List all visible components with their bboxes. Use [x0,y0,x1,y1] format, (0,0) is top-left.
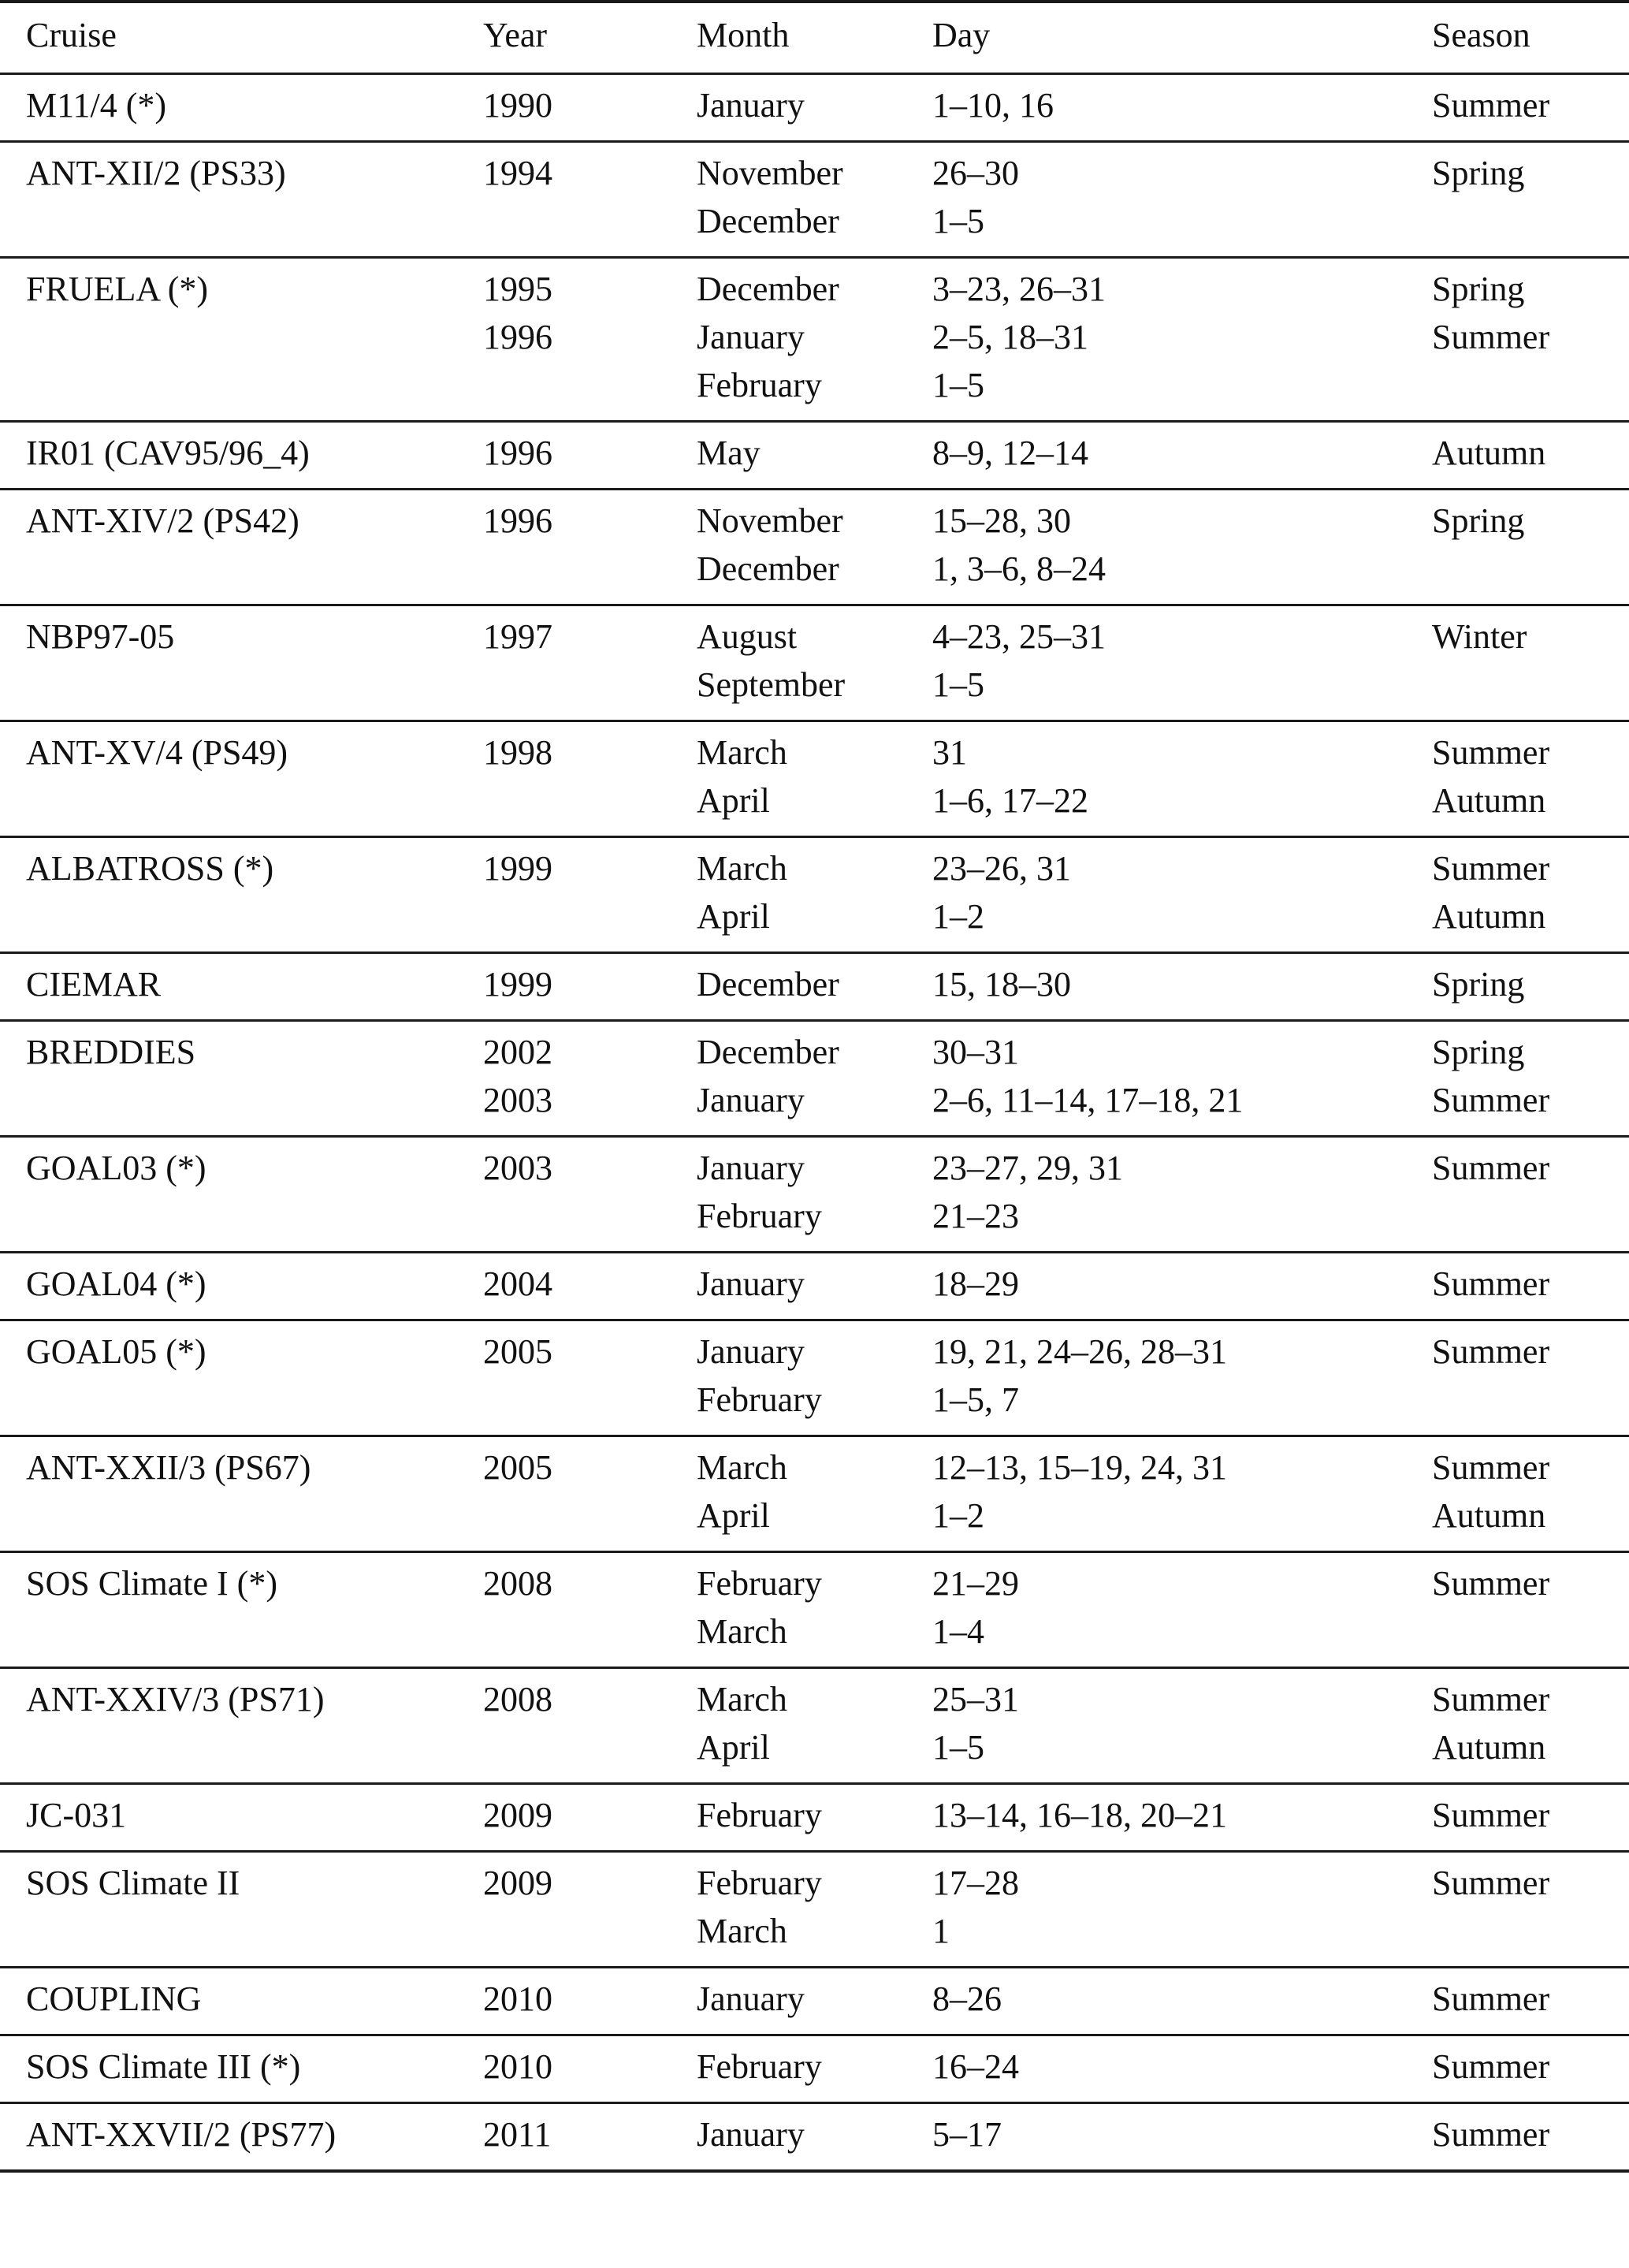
row-separator [0,2034,1629,2036]
month-line: September [697,665,846,704]
header-rule [0,73,1629,75]
cell-day [932,1791,1227,1839]
month-line: February [697,1380,822,1419]
day-line: 1–2 [932,1496,984,1535]
cell-year [483,844,552,940]
cell-day [932,1028,1243,1124]
year-line: 2008 [483,1564,552,1603]
season-line [1432,361,1549,409]
day-line: 19, 21, 24–26, 28–31 [932,1332,1227,1371]
day-line: 23–26, 31 [932,849,1071,888]
cell-cruise: FRUELA (*) [26,270,208,308]
day-line: 12–13, 15–19, 24, 31 [932,1448,1227,1487]
header-season: Season [1432,16,1530,54]
cell-cruise: GOAL04 (*) [26,1264,206,1303]
month-line: February [697,366,822,404]
month-line: January [697,1264,805,1303]
cell-month [697,960,839,1008]
day-line: 16–24 [932,2047,1019,2086]
row-separator [0,140,1629,143]
month-line: May [697,434,761,472]
cell-cruise: ALBATROSS (*) [26,849,274,888]
cell-day [932,844,1071,940]
month-line: February [697,1864,822,1902]
cell-season [1432,2110,1549,2158]
season-line: Summer [1432,1332,1550,1371]
cell-month [697,1559,822,1655]
year-line: 2003 [483,1081,552,1119]
month-line: April [697,1496,770,1535]
season-line: Summer [1432,1149,1550,1187]
day-line: 1–2 [932,897,984,936]
cell-month [697,728,787,825]
cell-season [1432,844,1549,940]
season-line: Spring [1432,154,1525,192]
month-line: March [697,1912,787,1950]
day-line: 15–28, 30 [932,501,1071,540]
bottom-rule [0,2169,1629,2173]
season-line: Summer [1432,318,1550,356]
season-line [1432,1376,1549,1424]
day-line: 1–6, 17–22 [932,781,1088,820]
day-line: 3–23, 26–31 [932,270,1106,308]
cell-season [1432,149,1524,245]
month-line: February [697,1564,822,1603]
year-line [483,776,552,825]
cell-day [932,1859,1019,1955]
day-line: 13–14, 16–18, 20–21 [932,1796,1227,1834]
month-line: December [697,270,839,308]
row-separator [0,604,1629,606]
cell-month [697,1260,805,1308]
season-line: Summer [1432,1448,1550,1487]
cell-season [1432,429,1545,477]
day-line: 4–23, 25–31 [932,617,1106,656]
cell-year [483,2043,552,2091]
season-line: Summer [1432,1979,1550,2018]
cell-cruise: SOS Climate II [26,1864,240,1902]
cell-cruise: GOAL03 (*) [26,1149,206,1187]
cell-month [697,1144,822,1240]
year-line: 2005 [483,1448,552,1487]
year-line [483,361,552,409]
cell-season [1432,81,1549,129]
cell-cruise: BREDDIES [26,1033,196,1071]
day-line: 1 [932,1912,950,1950]
month-line: November [697,154,843,192]
day-line: 8–9, 12–14 [932,434,1088,472]
day-line: 2–5, 18–31 [932,318,1088,356]
season-line: Autumn [1432,897,1546,936]
season-line [1432,661,1527,709]
year-line: 1996 [483,434,552,472]
cell-season [1432,1675,1549,1771]
cell-cruise: NBP97-05 [26,617,175,656]
day-line: 1–5 [932,665,984,704]
cell-month [697,265,839,409]
cell-cruise: ANT-XXVII/2 (PS77) [26,2115,337,2154]
cell-season [1432,1975,1549,2023]
month-line: February [697,1796,822,1834]
year-line: 2009 [483,1796,552,1834]
cell-year [483,1144,552,1240]
cell-season [1432,1791,1549,1839]
season-line: Spring [1432,501,1525,540]
cell-month [697,613,845,709]
row-separator [0,836,1629,838]
cell-month [697,844,787,940]
cell-cruise: ANT-XV/4 (PS49) [26,733,288,772]
season-line: Autumn [1432,434,1546,472]
season-line [1432,545,1524,593]
month-line: December [697,965,839,1004]
cell-day [932,497,1106,593]
month-line: April [697,781,770,820]
day-line: 1–5 [932,1728,984,1767]
cell-month [697,149,843,245]
day-line: 1–5 [932,202,984,240]
cell-cruise: SOS Climate I (*) [26,1564,277,1603]
cell-season [1432,728,1549,825]
day-line: 15, 18–30 [932,965,1071,1004]
cell-cruise: ANT-XXIV/3 (PS71) [26,1680,325,1719]
cell-month [697,2110,805,2158]
cell-year [483,81,552,129]
cell-year [483,1859,552,1955]
cell-year [483,728,552,825]
day-line: 1–5, 7 [932,1380,1019,1419]
year-line [483,1907,552,1955]
header-month: Month [697,16,790,54]
day-line: 5–17 [932,2115,1002,2154]
row-separator [0,720,1629,722]
day-line: 21–23 [932,1197,1019,1235]
cell-cruise: JC-031 [26,1796,127,1834]
cell-day [932,1975,1002,2023]
row-separator [0,1319,1629,1321]
year-line: 2005 [483,1332,552,1371]
cell-month [697,1859,822,1955]
year-line: 1995 [483,270,552,308]
season-line: Summer [1432,733,1550,772]
cell-year [483,613,552,709]
row-separator [0,1850,1629,1853]
season-line: Summer [1432,1564,1550,1603]
month-line: December [697,1033,839,1071]
year-line: 1997 [483,617,552,656]
day-line: 1, 3–6, 8–24 [932,549,1106,588]
row-separator [0,488,1629,490]
cell-month [697,429,761,477]
year-line [483,1607,552,1655]
month-line: December [697,202,839,240]
cell-day [932,149,1019,245]
cell-season [1432,1859,1549,1955]
month-line: January [697,1081,805,1119]
header-year: Year [483,16,548,54]
cell-cruise: CIEMAR [26,965,162,1004]
cell-season [1432,960,1524,1008]
day-line: 2–6, 11–14, 17–18, 21 [932,1081,1244,1119]
cell-year [483,497,552,593]
season-line [1432,1907,1549,1955]
year-line: 2004 [483,1264,552,1303]
cell-year [483,1328,552,1424]
cell-year [483,960,552,1008]
month-line: March [697,849,787,888]
header-day: Day [932,16,991,54]
cell-day [932,728,1088,825]
month-line: January [697,1149,805,1187]
row-separator [0,1966,1629,1968]
cell-day [932,1260,1019,1308]
cell-year [483,149,552,245]
month-line: December [697,549,839,588]
season-line: Summer [1432,1796,1550,1834]
year-line: 1990 [483,86,552,125]
year-line [483,197,552,245]
cell-year [483,1260,552,1308]
season-line: Winter [1432,617,1527,656]
season-line: Autumn [1432,781,1546,820]
row-separator [0,256,1629,259]
cell-cruise: IR01 (CAV95/96_4) [26,434,310,472]
cell-year [483,1675,552,1771]
year-line: 1999 [483,965,552,1004]
year-line [483,1723,552,1771]
year-line: 2011 [483,2115,552,2154]
cell-season [1432,497,1524,593]
season-line: Summer [1432,849,1550,888]
day-line: 18–29 [932,1264,1019,1303]
row-separator [0,1435,1629,1437]
year-line: 1999 [483,849,552,888]
day-line: 8–26 [932,1979,1002,2018]
month-line: April [697,897,770,936]
season-line: Autumn [1432,1496,1546,1535]
cell-season [1432,1443,1549,1540]
cell-cruise: SOS Climate III (*) [26,2047,301,2086]
month-line: November [697,501,843,540]
season-line [1432,1607,1549,1655]
cell-year [483,1028,552,1124]
year-line: 1996 [483,318,552,356]
month-line: April [697,1728,770,1767]
row-separator [0,1135,1629,1138]
year-line: 1994 [483,154,552,192]
year-line: 1998 [483,733,552,772]
cell-year [483,429,552,477]
month-line: January [697,1979,805,2018]
season-line: Summer [1432,1864,1550,1902]
year-line: 2009 [483,1864,552,1902]
season-line [1432,1192,1549,1240]
cell-year [483,1443,552,1540]
cell-day [932,2110,1002,2158]
year-line: 1996 [483,501,552,540]
year-line: 2008 [483,1680,552,1719]
season-line: Spring [1432,965,1525,1004]
day-line: 25–31 [932,1680,1019,1719]
row-separator [0,2102,1629,2104]
row-separator [0,1782,1629,1785]
day-line: 26–30 [932,154,1019,192]
season-line: Spring [1432,270,1525,308]
cell-year [483,2110,551,2158]
cell-cruise: ANT-XIV/2 (PS42) [26,501,299,540]
cell-year [483,265,552,409]
year-line [483,892,552,940]
cell-season [1432,265,1549,409]
season-line [1432,197,1524,245]
cell-month [697,1791,822,1839]
cell-year [483,1975,552,2023]
cell-day [932,1559,1019,1655]
cell-day [932,429,1088,477]
season-line: Summer [1432,1081,1550,1119]
year-line [483,661,552,709]
cell-day [932,1144,1123,1240]
day-line: 1–10, 16 [932,86,1054,125]
month-line: March [697,1612,787,1651]
cell-season [1432,1328,1549,1424]
month-line: January [697,1332,805,1371]
cell-season [1432,1260,1549,1308]
season-line: Summer [1432,86,1550,125]
season-line: Autumn [1432,1728,1546,1767]
row-separator [0,1019,1629,1022]
month-line: January [697,86,805,125]
top-rule [0,0,1629,3]
cell-month [697,1975,805,2023]
cell-season [1432,1028,1549,1124]
month-line: February [697,1197,822,1235]
cell-year [483,1559,552,1655]
cell-season [1432,613,1527,709]
month-line: February [697,2047,822,2086]
cell-day [932,613,1106,709]
cell-cruise: M11/4 (*) [26,86,167,125]
cell-season [1432,1144,1549,1240]
cell-month [697,81,805,129]
cell-month [697,1675,787,1771]
cell-month [697,1328,822,1424]
cell-season [1432,1559,1549,1655]
month-line: January [697,318,805,356]
cell-month [697,2043,822,2091]
row-separator [0,420,1629,423]
cell-day [932,265,1106,409]
season-line: Summer [1432,1680,1550,1719]
month-line: January [697,2115,805,2154]
season-line: Spring [1432,1033,1525,1071]
month-line: August [697,617,798,656]
cell-month [697,1443,787,1540]
month-line: March [697,1448,787,1487]
cell-cruise: GOAL05 (*) [26,1332,206,1371]
row-separator [0,952,1629,954]
season-line: Summer [1432,1264,1550,1303]
month-line: March [697,733,787,772]
cell-day [932,1443,1227,1540]
cell-month [697,497,843,593]
year-line: 2010 [483,2047,552,2086]
day-line: 1–5 [932,366,984,404]
cell-day [932,1328,1227,1424]
day-line: 23–27, 29, 31 [932,1149,1123,1187]
cell-day [932,81,1054,129]
season-line: Summer [1432,2047,1550,2086]
year-line [483,1376,552,1424]
cell-day [932,1675,1019,1771]
day-line: 21–29 [932,1564,1019,1603]
day-line: 17–28 [932,1864,1019,1902]
cell-day [932,2043,1019,2091]
year-line [483,1192,552,1240]
year-line [483,545,552,593]
day-line: 30–31 [932,1033,1019,1071]
cell-cruise: COUPLING [26,1979,202,2018]
cell-year [483,1791,552,1839]
year-line: 2002 [483,1033,552,1071]
cell-season [1432,2043,1549,2091]
year-line [483,1492,552,1540]
row-separator [0,1667,1629,1669]
cell-month [697,1028,839,1124]
cell-cruise: ANT-XII/2 (PS33) [26,154,286,192]
day-line: 31 [932,733,967,772]
day-line: 1–4 [932,1612,984,1651]
row-separator [0,1251,1629,1253]
cell-day [932,960,1071,1008]
year-line: 2003 [483,1149,552,1187]
row-separator [0,1551,1629,1553]
season-line: Summer [1432,2115,1550,2154]
month-line: March [697,1680,787,1719]
cell-cruise: ANT-XXII/3 (PS67) [26,1448,311,1487]
year-line: 2010 [483,1979,552,2018]
header-cruise: Cruise [26,16,117,54]
